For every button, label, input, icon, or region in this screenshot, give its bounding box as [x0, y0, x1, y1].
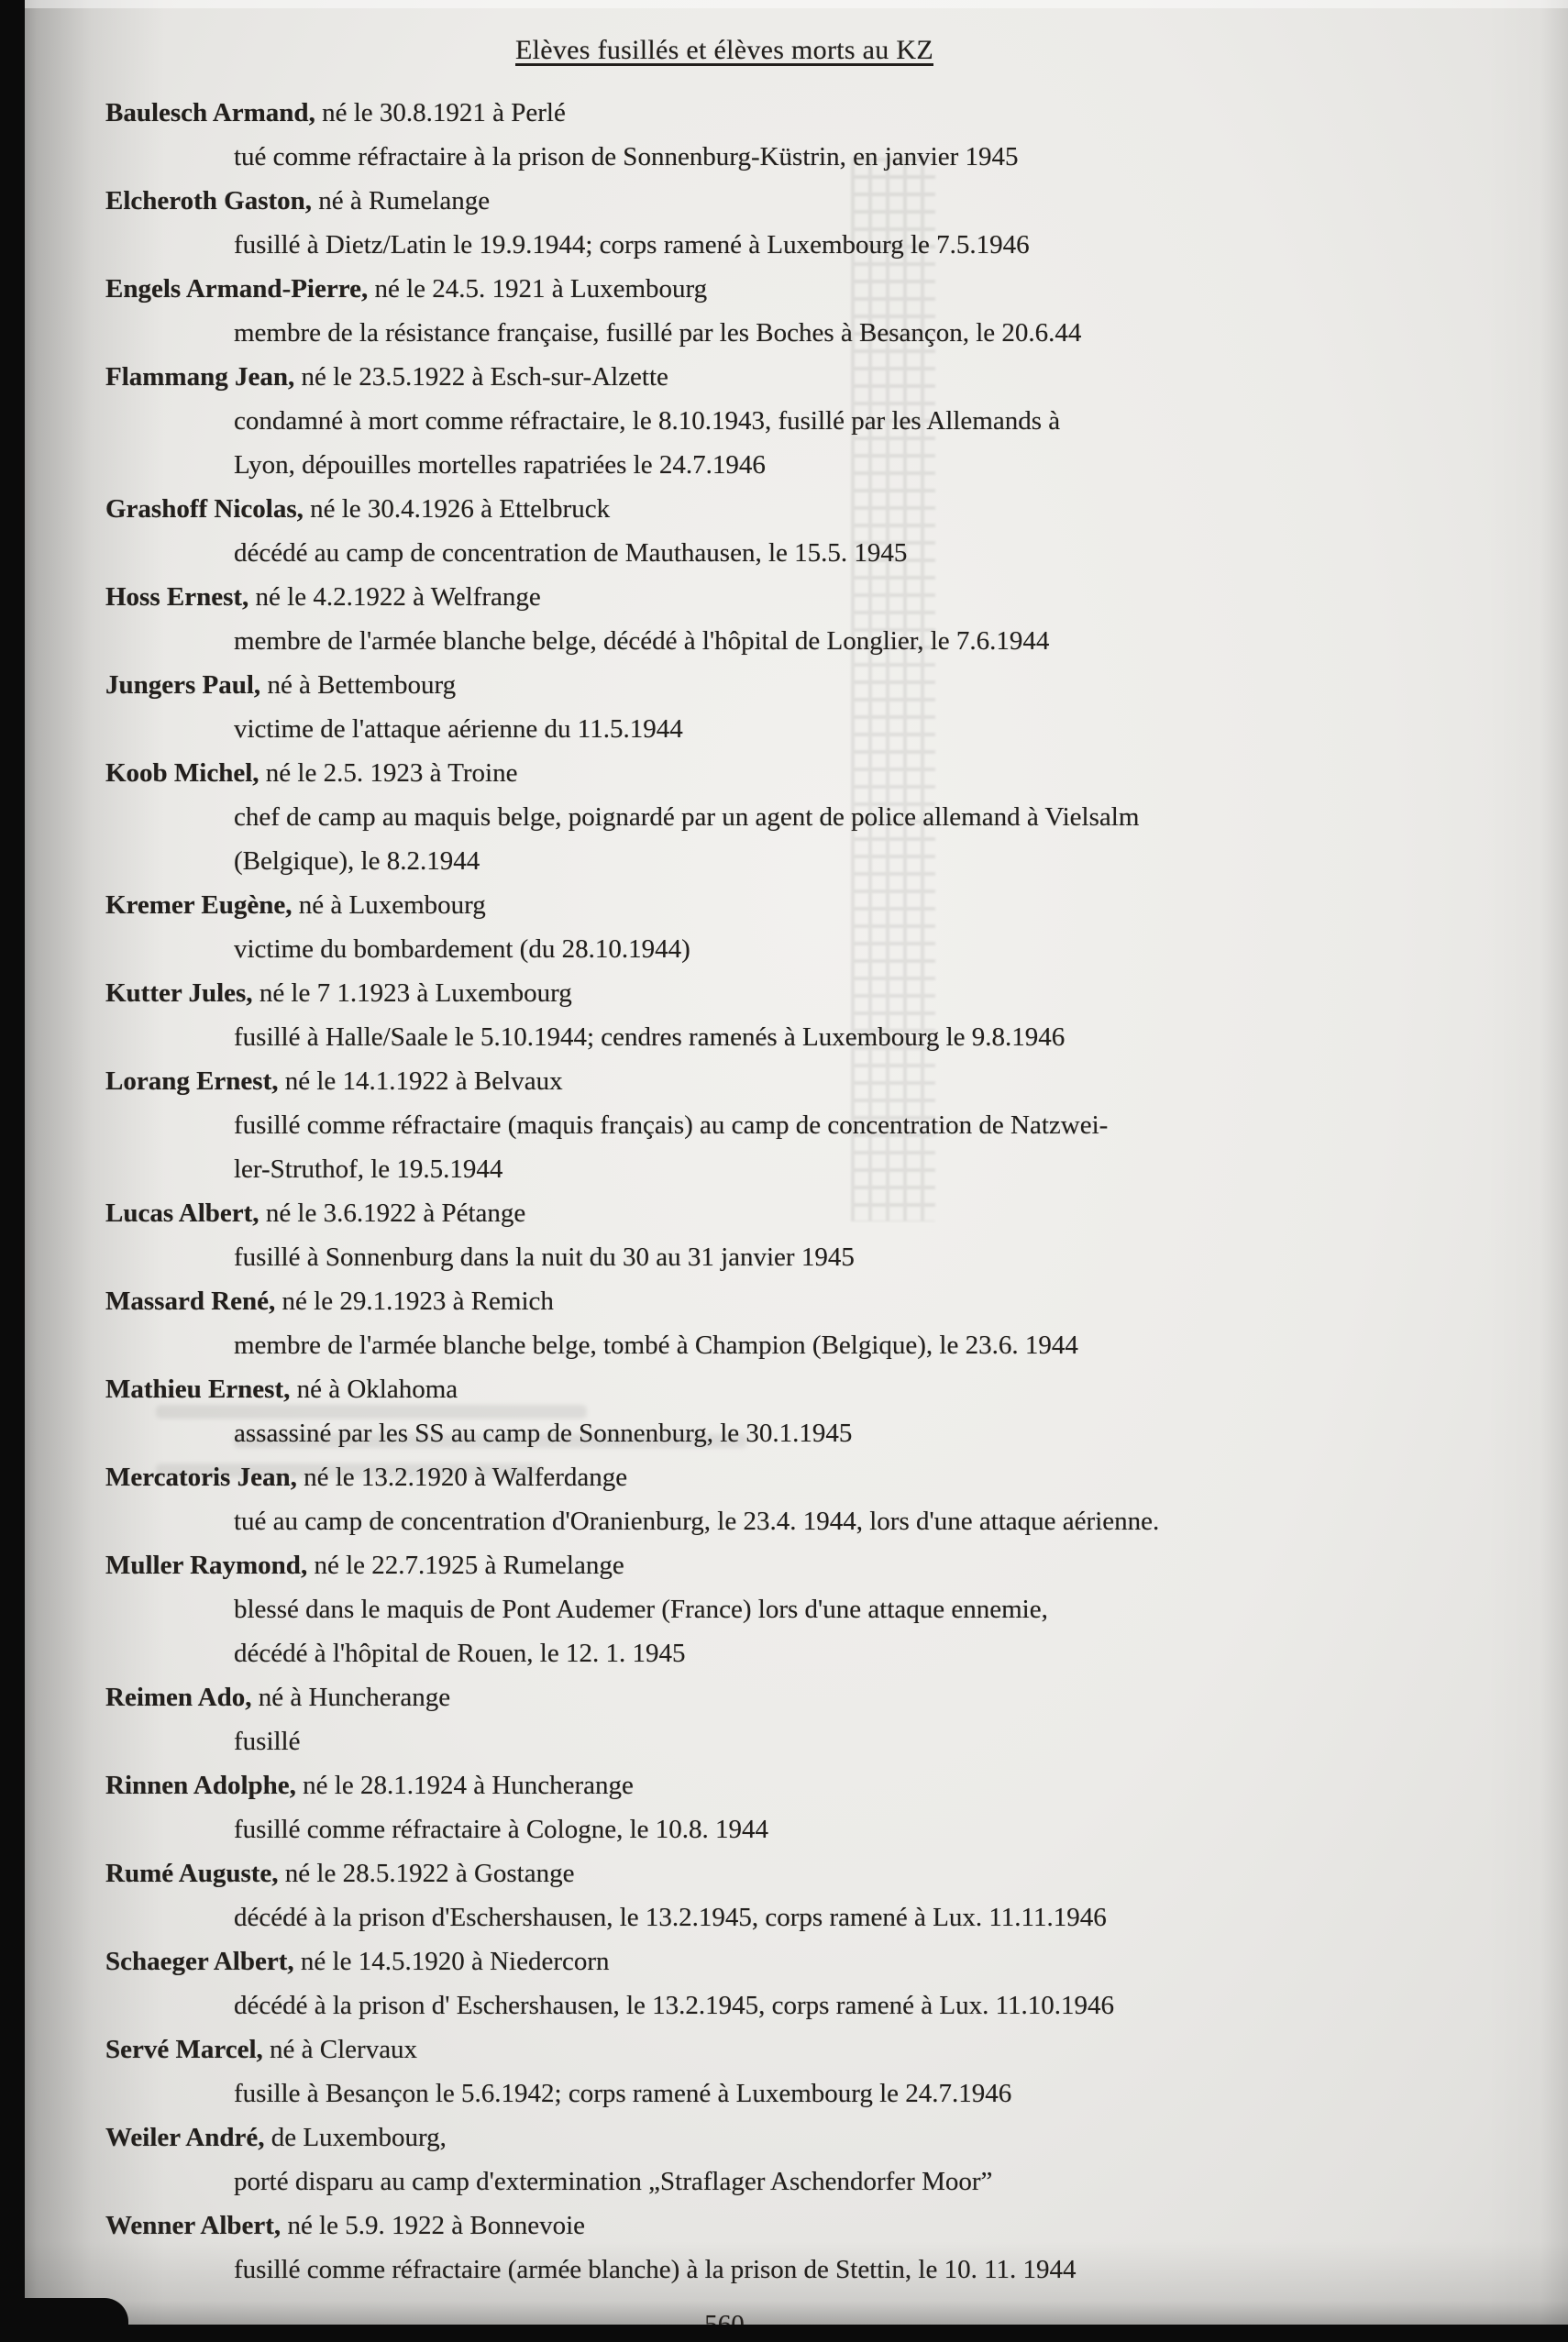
- entry-name: Kremer Eugène,: [105, 890, 293, 920]
- entry-detail-line: membre de la résistance française, fusillé par les Boches à Besançon, le 20.6.44: [234, 318, 1082, 348]
- entry-name: Jungers Paul,: [105, 670, 261, 700]
- entry-name-line: [0, 179, 1568, 223]
- entry-detail-line: chef de camp au maquis belge, poignardé par un agent de police allemand à Vielsalm: [234, 802, 1140, 832]
- entry-name-line: [0, 267, 1568, 311]
- entry-detail-line: décédé au camp de concentration de Mauthausen, le 15.5. 1945: [234, 538, 908, 568]
- entry-detail-line: membre de l'armée blanche belge, tombé à Champion (Belgique), le 23.6. 1944: [234, 1331, 1078, 1360]
- memorial-entry: [0, 1059, 1568, 1191]
- entry-detail-line: fusillé à Sonnenburg dans la nuit du 30 au 31 janvier 1945: [234, 1243, 855, 1272]
- entry-name: Grashoff Nicolas,: [105, 494, 304, 524]
- entry-detail-line: tué au camp de concentration d'Oranienburg, le 23.4. 1944, lors d'une attaque aérienne.: [234, 1507, 1160, 1536]
- entry-birth-info: né le 30.4.1926 à Ettelbruck: [303, 494, 611, 524]
- entry-detail-line: fusillé comme réfractaire à Cologne, le 10.8. 1944: [234, 1815, 769, 1844]
- entry-name: Flammang Jean,: [105, 362, 295, 392]
- entry-birth-info: de Luxembourg,: [264, 2123, 447, 2152]
- entry-detail-line: ler-Struthof, le 19.5.1944: [234, 1154, 503, 1184]
- entry-birth-info: né le 14.5.1920 à Niedercorn: [293, 1947, 610, 1976]
- memorial-entry: [0, 2204, 1568, 2292]
- memorial-entry: [0, 487, 1568, 575]
- entry-detail-line: fusillé comme réfractaire (armée blanche) à la prison de Stettin, le 10. 11. 1944: [234, 2255, 1077, 2284]
- entry-name-line: [0, 751, 1568, 795]
- entry-name-line: [0, 1675, 1568, 1719]
- memorial-entry: [0, 267, 1568, 355]
- entry-birth-info: né le 5.9. 1922 à Bonnevoie: [281, 2211, 586, 2240]
- entry-name: Baulesch Armand,: [105, 98, 315, 127]
- entry-birth-info: né à Clervaux: [262, 2035, 418, 2064]
- entry-name-line: [0, 883, 1568, 927]
- entry-name-line: [0, 971, 1568, 1015]
- entry-name-line: [0, 2116, 1568, 2160]
- entry-birth-info: né le 4.2.1922 à Welfrange: [248, 582, 541, 612]
- entry-birth-info: né le 7 1.1923 à Luxembourg: [252, 978, 572, 1008]
- entry-name-line: [0, 91, 1568, 135]
- entry-detail-line: membre de l'armée blanche belge, décédé à l'hôpital de Longlier, le 7.6.1944: [234, 626, 1050, 656]
- entry-birth-info: né le 13.2.1920 à Walferdange: [296, 1463, 628, 1492]
- entry-name: Koob Michel,: [105, 758, 259, 788]
- memorial-entry: [0, 663, 1568, 751]
- entry-detail-line: fusillé comme réfractaire (maquis français) au camp de concentration de Natzwei-: [234, 1110, 1109, 1140]
- entry-name-line: [0, 1939, 1568, 1983]
- entry-detail-line: Lyon, dépouilles mortelles rapatriées le 24.7.1946: [234, 450, 766, 480]
- entry-detail-line: fusillé à Dietz/Latin le 19.9.1944; corps ramené à Luxembourg le 7.5.1946: [234, 230, 1030, 260]
- memorial-entry: [0, 1763, 1568, 1851]
- memorial-entry: [0, 1455, 1568, 1543]
- entry-detail-line: fusillé: [234, 1727, 301, 1756]
- scan-top-edge: [25, 0, 1568, 8]
- entries-list: [0, 91, 1568, 2292]
- entry-detail-line: porté disparu au camp d'extermination „Straflager Aschendorfer Moor”: [234, 2167, 993, 2196]
- entry-birth-info: né le 30.8.1921 à Perlé: [315, 98, 566, 127]
- memorial-entry: [0, 2116, 1568, 2204]
- entry-detail-line: fusille à Besançon le 5.6.1942; corps ramené à Luxembourg le 24.7.1946: [234, 2079, 1012, 2108]
- entry-name: Lucas Albert,: [105, 1199, 259, 1228]
- entry-birth-info: né le 14.1.1922 à Belvaux: [278, 1066, 563, 1096]
- memorial-entry: [0, 1191, 1568, 1279]
- entry-name-line: [0, 487, 1568, 531]
- entry-detail-line: (Belgique), le 8.2.1944: [234, 846, 480, 876]
- memorial-entry: [0, 1367, 1568, 1455]
- page-title: Elèves fusillés et élèves morts au KZ: [515, 35, 933, 65]
- entry-name-line: [0, 2027, 1568, 2071]
- entry-detail-line: assassiné par les SS au camp de Sonnenburg, le 30.1.1945: [234, 1419, 853, 1448]
- entry-name: Servé Marcel,: [105, 2035, 263, 2064]
- entry-name-line: [0, 1763, 1568, 1807]
- page-content: [0, 35, 1568, 2340]
- entry-detail-line: victime de l'attaque aérienne du 11.5.1944: [234, 714, 683, 744]
- entry-detail-line: victime du bombardement (du 28.10.1944): [234, 934, 690, 964]
- entry-birth-info: né le 24.5. 1921 à Luxembourg: [368, 274, 708, 304]
- entry-name-line: [0, 1059, 1568, 1103]
- entry-name-line: [0, 355, 1568, 399]
- scan-left-black-edge: [0, 0, 25, 2342]
- entry-name: Kutter Jules,: [105, 978, 253, 1008]
- entry-birth-info: né le 3.6.1922 à Pétange: [259, 1199, 526, 1228]
- scan-bottom-black-edge: [0, 2325, 1568, 2342]
- entry-name: Lorang Ernest,: [105, 1066, 279, 1096]
- entry-name: Mercatoris Jean,: [105, 1463, 297, 1492]
- entry-detail-line: blessé dans le maquis de Pont Audemer (France) lors d'une attaque ennemie,: [234, 1595, 1048, 1624]
- memorial-entry: [0, 575, 1568, 663]
- memorial-entry: [0, 179, 1568, 267]
- memorial-entry: [0, 1939, 1568, 2027]
- entry-name-line: [0, 1543, 1568, 1587]
- memorial-entry: [0, 1543, 1568, 1675]
- entry-birth-info: né le 28.1.1924 à Huncherange: [295, 1771, 634, 1800]
- entry-name: Massard René,: [105, 1287, 276, 1316]
- memorial-entry: [0, 1675, 1568, 1763]
- entry-name: Mathieu Ernest,: [105, 1375, 291, 1404]
- entry-detail-line: décédé à la prison d' Eschershausen, le 13.2.1945, corps ramené à Lux. 11.10.1946: [234, 1991, 1115, 2020]
- memorial-entry: [0, 883, 1568, 971]
- entry-name-line: [0, 663, 1568, 707]
- entry-name: Hoss Ernest,: [105, 582, 249, 612]
- entry-birth-info: né le 2.5. 1923 à Troine: [259, 758, 518, 788]
- entry-name: Engels Armand-Pierre,: [105, 274, 369, 304]
- entry-name-line: [0, 1851, 1568, 1895]
- entry-name-line: [0, 1191, 1568, 1235]
- entry-birth-info: né à Oklahoma: [290, 1375, 458, 1404]
- memorial-entry: [0, 971, 1568, 1059]
- entry-name: Wenner Albert,: [105, 2211, 282, 2240]
- memorial-entry: [0, 91, 1568, 179]
- entry-name-line: [0, 1455, 1568, 1499]
- entry-detail-line: décédé à l'hôpital de Rouen, le 12. 1. 1945: [234, 1639, 686, 1668]
- entry-name-line: [0, 2204, 1568, 2248]
- memorial-entry: [0, 751, 1568, 883]
- entry-name: Rumé Auguste,: [105, 1859, 279, 1888]
- entry-birth-info: né à Luxembourg: [292, 890, 486, 920]
- entry-birth-info: né le 28.5.1922 à Gostange: [278, 1859, 575, 1888]
- entry-birth-info: né à Rumelange: [312, 186, 491, 215]
- entry-birth-info: né à Huncherange: [251, 1683, 451, 1712]
- entry-name: Reimen Ado,: [105, 1683, 252, 1712]
- entry-detail-line: condamné à mort comme réfractaire, le 8.10.1943, fusillé par les Allemands à: [234, 406, 1061, 436]
- memorial-entry: [0, 1279, 1568, 1367]
- entry-detail-line: tué comme réfractaire à la prison de Sonnenburg-Küstrin, en janvier 1945: [234, 142, 1019, 171]
- memorial-entry: [0, 355, 1568, 487]
- entry-name: Elcheroth Gaston,: [105, 186, 313, 215]
- entry-detail-line: fusillé à Halle/Saale le 5.10.1944; cendres ramenés à Luxembourg le 9.8.1946: [234, 1022, 1066, 1052]
- entry-birth-info: né à Bettembourg: [260, 670, 457, 700]
- entry-name-line: [0, 1279, 1568, 1323]
- entry-name: Schaeger Albert,: [105, 1947, 294, 1976]
- entry-birth-info: né le 23.5.1922 à Esch-sur-Alzette: [294, 362, 668, 392]
- entry-name-line: [0, 1367, 1568, 1411]
- entry-name: Weiler André,: [105, 2123, 265, 2152]
- memorial-entry: [0, 2027, 1568, 2116]
- entry-name: Rinnen Adolphe,: [105, 1771, 296, 1800]
- entry-name-line: [0, 575, 1568, 619]
- memorial-entry: [0, 1851, 1568, 1939]
- entry-name: Muller Raymond,: [105, 1551, 308, 1580]
- entry-birth-info: né le 22.7.1925 à Rumelange: [307, 1551, 624, 1580]
- entry-birth-info: né le 29.1.1923 à Remich: [275, 1287, 554, 1316]
- entry-detail-line: décédé à la prison d'Eschershausen, le 13.2.1945, corps ramené à Lux. 11.11.1946: [234, 1903, 1107, 1932]
